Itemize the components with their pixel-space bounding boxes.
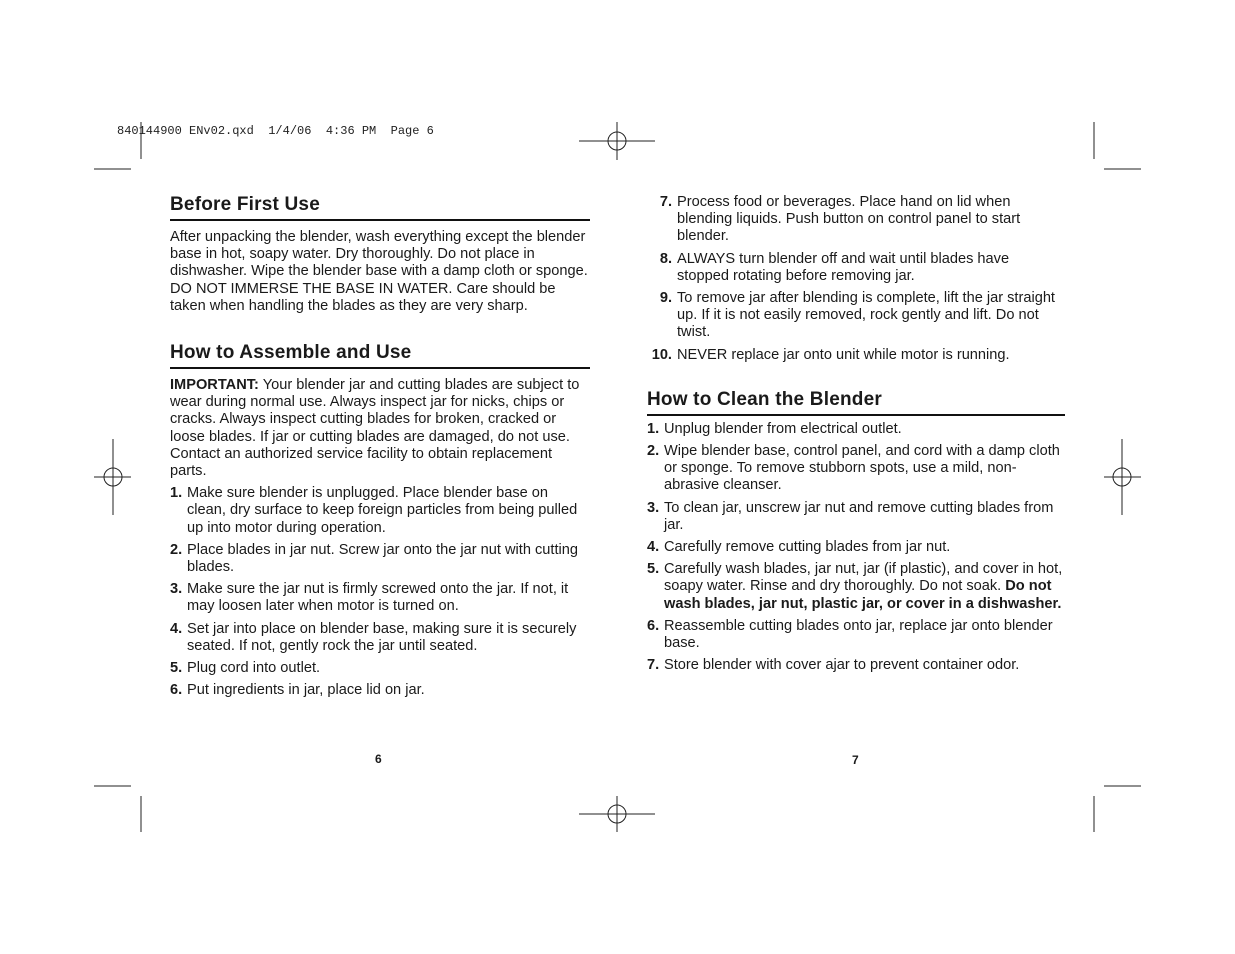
list-item: 6. Reassemble cutting blades onto jar, replace jar onto blender base. [647, 617, 1053, 652]
section-clean-the-blender [647, 389, 1065, 675]
section-before-first-use [170, 194, 590, 315]
page-number-right: 7 [852, 753, 859, 767]
important-text: Your blender jar and cutting blades are subject to wear during normal use. Always inspect jar for nicks, chips or cracks. Always inspect cutting blades for broken, cracked or loose blades. If jar or cutting blades are damaged, do not use. Contact an authorized service facility to obtain replacement parts. [170, 377, 580, 480]
registration-mark-left [94, 439, 131, 515]
section-title: How to Assemble and Use [170, 342, 590, 369]
list-item: 10. NEVER replace jar onto unit while motor is running. [651, 346, 1010, 363]
registration-mark-top [579, 122, 655, 160]
list-item: 4. Carefully remove cutting blades from jar nut. [647, 539, 951, 556]
page-number-left: 6 [375, 752, 382, 766]
warning-bold: Do not wash blades, jar nut, plastic jar, or cover in a dishwasher. [664, 578, 1062, 612]
list-item: 2. Wipe blender base, control panel, and cord with a damp cloth or sponge. To remove stubborn spots, use a mild, non-abrasive cleanser. [647, 443, 1060, 494]
list-item: 5. Carefully wash blades, jar nut, jar (if plastic), and cover in hot, soapy water. Rinse and dry thoroughly. Do not soak. Do not wash blades, jar nut, plastic jar, or cover in a dishwasher. [647, 561, 1063, 612]
section-assemble-and-use [170, 342, 590, 699]
list-item: 7. Process food or beverages. Place hand on lid when blending liquids. Push button on control panel to start blender. [659, 194, 1021, 245]
right-page-column [647, 194, 1065, 674]
registration-mark-right [1104, 439, 1141, 515]
list-item: 6. Put ingredients in jar, place lid on jar. [170, 682, 425, 699]
assemble-steps-continued [647, 194, 1065, 364]
section-title: Before First Use [170, 194, 590, 221]
left-page-column [170, 194, 590, 699]
file-slug: 840144900 ENv02.qxd 1/4/06 4:36 PM Page 6 [117, 124, 434, 138]
registration-mark-bottom [579, 796, 655, 832]
list-item: 5. Plug cord into outlet. [170, 660, 321, 677]
cleaning-steps [647, 421, 1065, 675]
list-item: 9. To remove jar after blending is complete, lift the jar straight up. If it is not easily removed, rock gently and lift. Do not twist. [659, 290, 1055, 341]
important-label: IMPORTANT: [170, 377, 259, 394]
assemble-steps [170, 485, 590, 699]
list-item: 3. To clean jar, unscrew jar nut and remove cutting blades from jar. [647, 499, 1054, 533]
list-item: 8. ALWAYS turn blender off and wait until blades have stopped rotating before removing jar. [659, 250, 1010, 284]
section-title: How to Clean the Blender [647, 389, 1065, 416]
section-body: After unpacking the blender, wash everything except the blender base in hot, soapy water. Dry thoroughly. Do not place in dishwasher. Wipe the blender base with a damp cloth or sponge. DO NOT IMMERSE THE BASE IN WATER. Care should be taken when handling the blades as they are very sharp. [170, 229, 588, 314]
important-note [170, 377, 590, 480]
list-item: 7. Store blender with cover ajar to prevent container odor. [647, 657, 1020, 674]
list-item: 1. Make sure blender is unplugged. Place blender base on clean, dry surface to keep foreign particles from being pulled up into motor during operation. [170, 485, 578, 536]
list-item: 3. Make sure the jar nut is firmly screwed onto the jar. If not, it may loosen later when motor is turned on. [170, 581, 569, 615]
list-item: 4. Set jar into place on blender base, making sure it is securely seated. If not, gently rock the jar until seated. [170, 620, 577, 654]
list-item: 1. Unplug blender from electrical outlet. [647, 420, 902, 437]
list-item: 2. Place blades in jar nut. Screw jar onto the jar nut with cutting blades. [170, 541, 578, 576]
